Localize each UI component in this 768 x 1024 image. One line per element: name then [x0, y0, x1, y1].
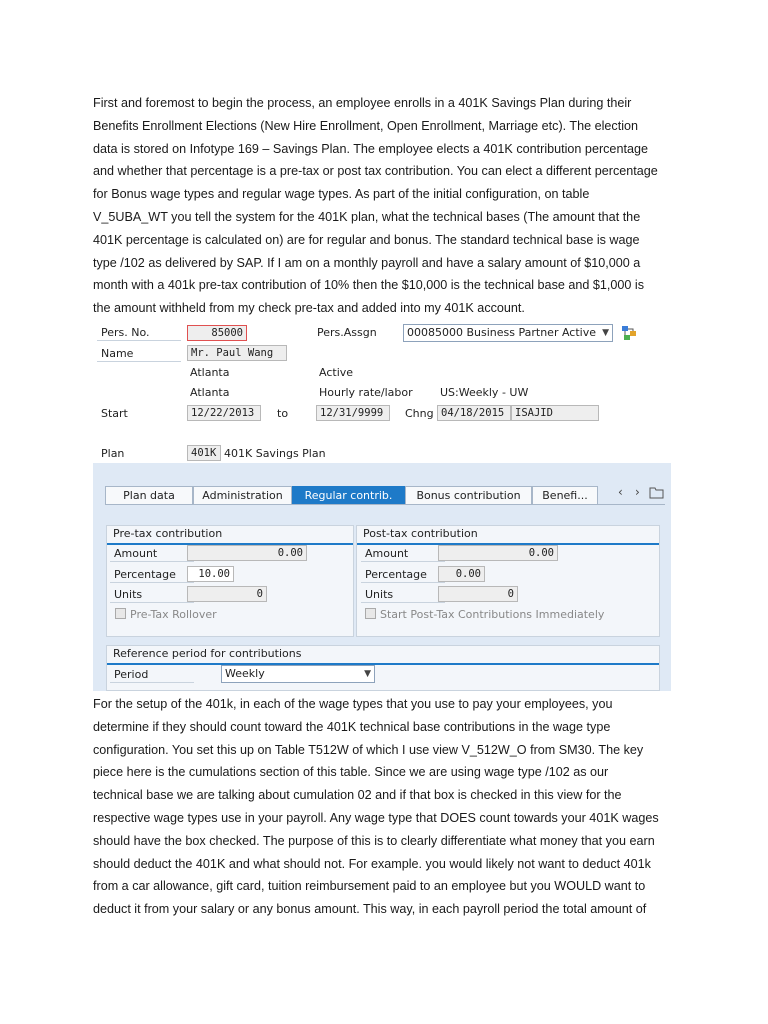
pretax-units-label: Units	[110, 586, 194, 603]
text-line: V_5UBA_WT you tell the system for the 401K plan, what the technical bases (The amount that the	[93, 209, 641, 224]
city-text-2: Atlanta	[190, 386, 230, 399]
pretax-rollover-checkbox[interactable]	[115, 608, 217, 621]
pers-no-field[interactable]: 85000	[187, 325, 247, 341]
posttax-units-field[interactable]: 0	[438, 586, 518, 602]
pay-type-text: Hourly rate/labor	[319, 386, 413, 399]
tab-divider	[105, 504, 665, 505]
pers-assgn-value: 00085000 Business Partner Active	[407, 326, 596, 339]
text-line: month with a 401k pre-tax contribution of 10% then the $10,000 is the technical base and $1,000 is	[93, 278, 644, 293]
text-line: the amount withheld from my check pre-tax and added into my 401K account.	[93, 301, 525, 316]
text-line: should have the box checked. The purpose of this is to clearly differentiate what money that you earn	[93, 833, 655, 848]
intro-paragraph	[93, 92, 683, 320]
text-line: 401K percentage is calculated on) are for regular and bonus. The standard technical base is wage	[93, 232, 640, 247]
start-date-field[interactable]: 12/22/2013	[187, 405, 261, 421]
pretax-rollover-label: Pre-Tax Rollover	[130, 608, 217, 621]
tab-list-icon[interactable]	[649, 486, 665, 500]
status-text: Active	[319, 366, 354, 379]
tab-bonus-contribution[interactable]: Bonus contribution	[405, 486, 532, 504]
end-date-field[interactable]: 12/31/9999	[316, 405, 390, 421]
sap-savings-plan-screenshot	[93, 319, 671, 691]
plan-label: Plan	[101, 447, 125, 460]
name-label: Name	[97, 345, 181, 362]
text-line: respective wage types use in your payroll. Any wage type that DOES count towards your 401K wages	[93, 810, 659, 825]
pretax-percentage-label: Percentage	[110, 566, 194, 583]
posttax-amount-field[interactable]: 0.00	[438, 545, 558, 561]
tab-plan-data[interactable]: Plan data	[105, 486, 193, 504]
tab-scroll-left-icon[interactable]: ‹	[618, 485, 623, 499]
text-line: deduct it from your salary or any bonus amount. This way, in each payroll period the total amount of	[93, 902, 647, 917]
setup-paragraph	[93, 693, 683, 921]
text-line: type /102 as delivered by SAP. If I am on a monthly payroll and have a salary amount of $10,000 a	[93, 255, 641, 270]
text-line: Benefits Enrollment Elections (New Hire Enrollment, Open Enrollment, Marriage etc). The election	[93, 118, 639, 133]
payroll-area-text: US:Weekly - UW	[440, 386, 529, 399]
posttax-percentage-label: Percentage	[361, 566, 445, 583]
to-label: to	[277, 407, 289, 420]
text-line: for Bonus wage types and regular wage types. As part of the initial configuration, on table	[93, 187, 590, 202]
text-line: configuration. You set this up on Table T512W of which I use view V_512W_O from SM30. The key	[93, 742, 644, 757]
pretax-amount-field[interactable]: 0.00	[187, 545, 307, 561]
name-field: Mr. Paul Wang	[187, 345, 287, 361]
tab-regular-contrib[interactable]: Regular contrib.	[292, 486, 405, 504]
org-structure-icon[interactable]	[621, 325, 637, 341]
tab-administration[interactable]: Administration	[193, 486, 292, 504]
period-dropdown[interactable]	[221, 665, 375, 683]
text-line: technical base we are talking about cumulation 02 and if that box is checked in this view for the	[93, 788, 622, 803]
period-label: Period	[110, 666, 194, 683]
chevron-down-icon: ▼	[602, 328, 609, 338]
posttax-title: Post-tax contribution	[357, 526, 659, 545]
checkbox-icon	[365, 608, 376, 619]
posttax-percentage-field[interactable]: 0.00	[438, 566, 485, 582]
tab-benefits[interactable]: Benefi...	[532, 486, 598, 504]
city-text: Atlanta	[190, 366, 230, 379]
text-line: First and foremost to begin the process, an employee enrolls in a 401K Savings Plan during their	[93, 96, 632, 110]
pretax-units-field[interactable]: 0	[187, 586, 267, 602]
tab-scroll-right-icon[interactable]: ›	[635, 485, 640, 499]
chng-date-field: 04/18/2015	[437, 405, 511, 421]
reference-period-title: Reference period for contributions	[107, 646, 659, 665]
pretax-amount-label: Amount	[110, 545, 194, 562]
checkbox-icon	[115, 608, 126, 619]
text-line: should deduct the 401K and what should not. For example. you would likely not want to deduct 401k	[93, 856, 651, 871]
plan-code-field[interactable]: 401K	[187, 445, 221, 461]
start-label: Start	[101, 407, 128, 420]
chevron-down-icon: ▼	[364, 669, 371, 679]
pers-assgn-dropdown[interactable]	[403, 324, 613, 342]
pers-assgn-label: Pers.Assgn	[317, 326, 377, 339]
chng-label: Chng	[405, 407, 434, 420]
pers-no-label: Pers. No.	[97, 324, 181, 341]
posttax-amount-label: Amount	[361, 545, 445, 562]
text-line: For the setup of the 401k, in each of the wage types that you use to pay your employees, you	[93, 697, 613, 711]
pretax-title: Pre-tax contribution	[107, 526, 353, 545]
pretax-percentage-field[interactable]: 10.00	[187, 566, 234, 582]
text-line: from a car allowance, gift card, tuition reimbursement paid to an employee but you WOULD want to	[93, 879, 646, 894]
posttax-immediate-label: Start Post-Tax Contributions Immediately	[380, 608, 605, 621]
text-line: piece here is the cumulations section of this table. Since we are using wage type /102 as our	[93, 765, 609, 780]
posttax-units-label: Units	[361, 586, 445, 603]
chng-user-field: ISAJID	[511, 405, 599, 421]
plan-name-text: 401K Savings Plan	[224, 447, 326, 460]
period-value: Weekly	[225, 667, 265, 680]
text-line: determine if they should count toward the 401K technical base contributions in the wage type	[93, 719, 611, 734]
posttax-immediate-checkbox[interactable]	[365, 608, 604, 621]
text-line: and whether that percentage is a pre-tax or post tax contribution. You can elect a different percentage	[93, 164, 658, 179]
text-line: data is stored on Infotype 169 – Savings Plan. The employee elects a 401K contribution percentage	[93, 141, 648, 156]
